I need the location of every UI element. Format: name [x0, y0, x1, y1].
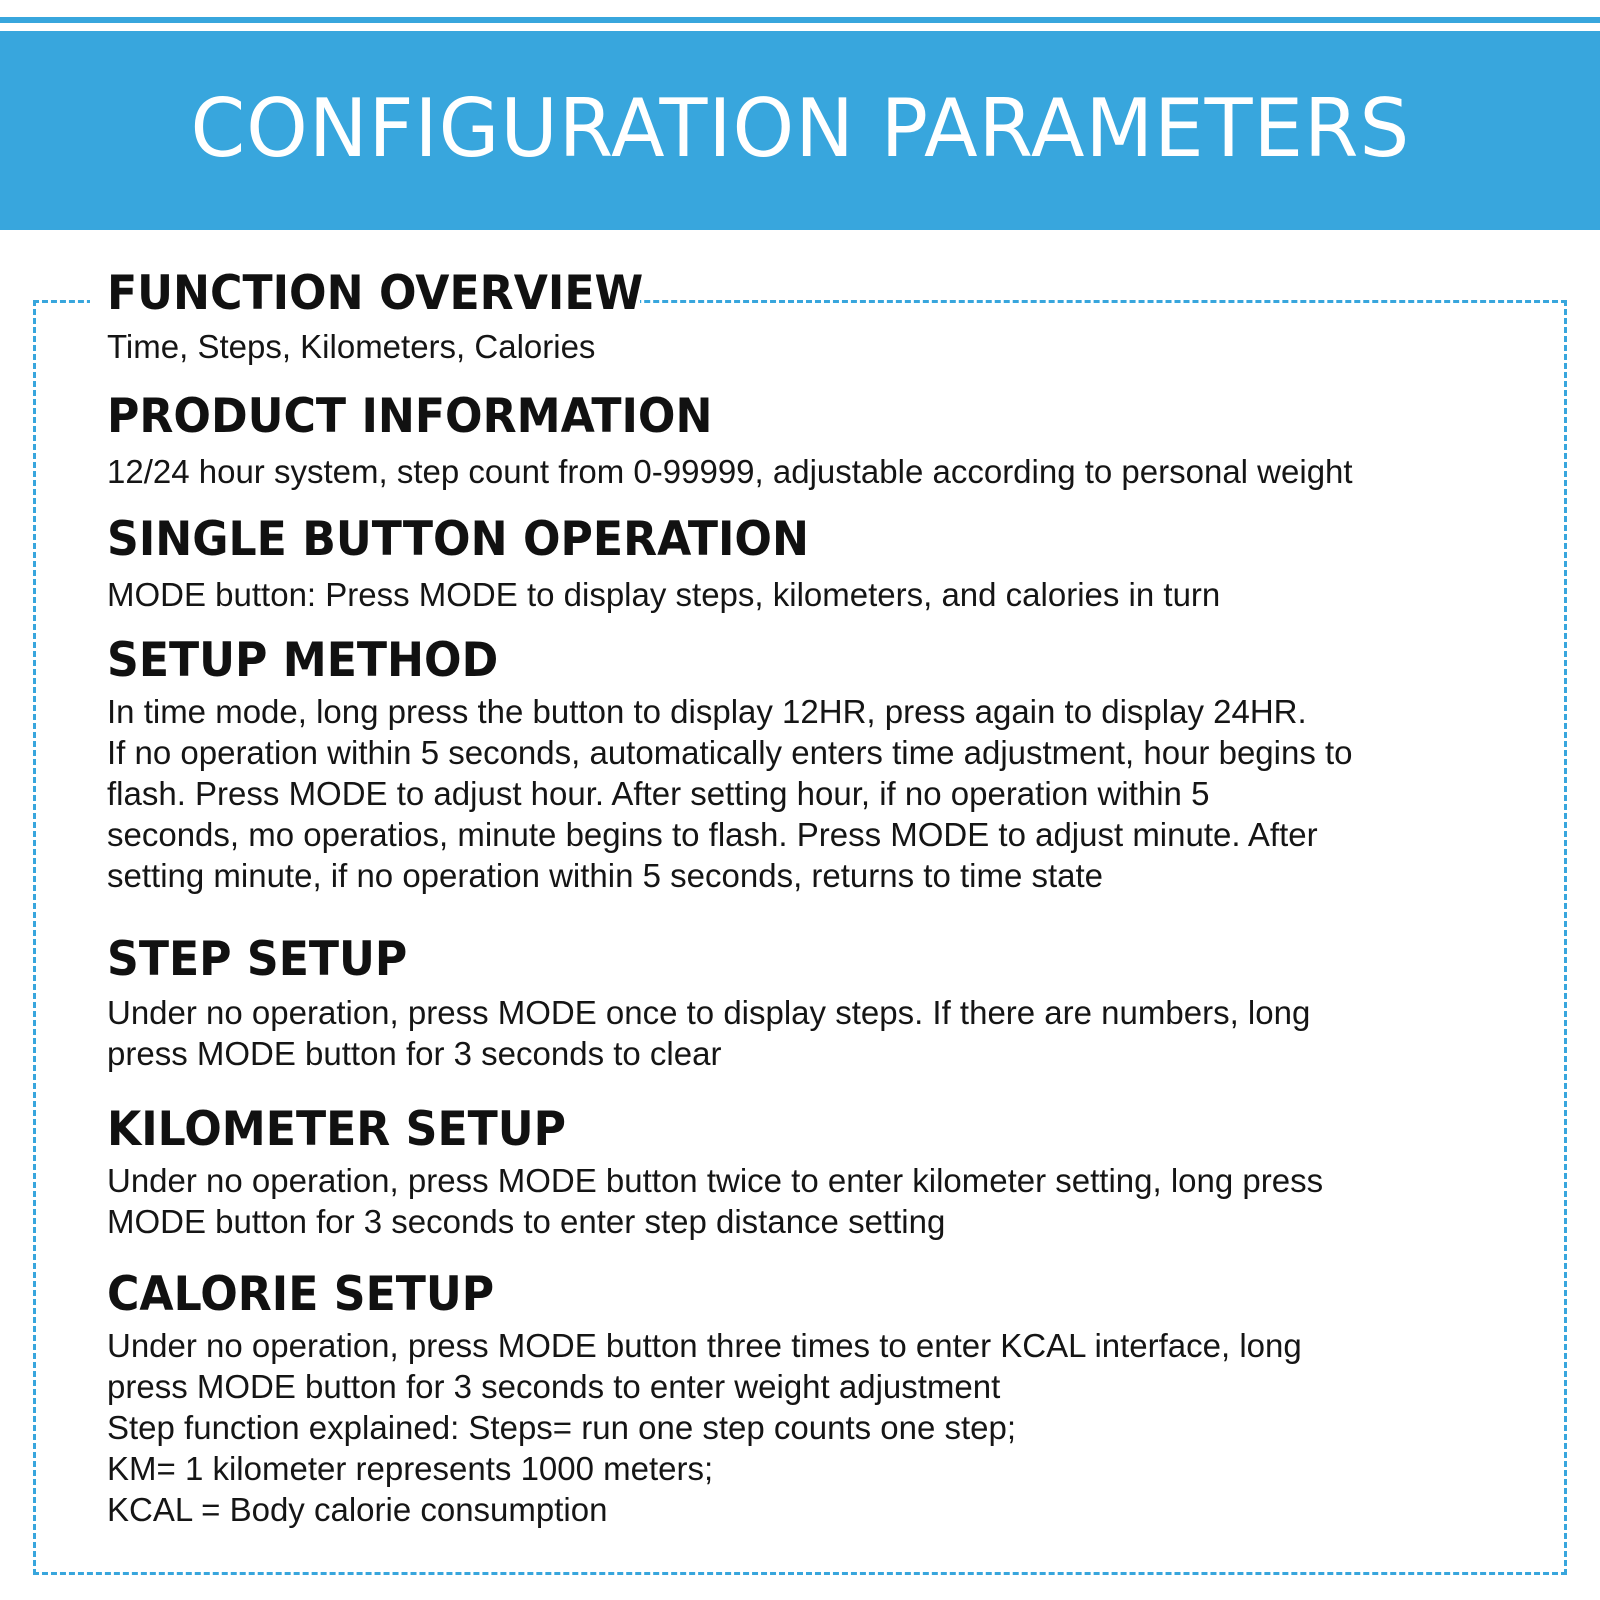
- section-setup-method: [107, 633, 1547, 896]
- body-line: KCAL = Body calorie consumption: [107, 1491, 608, 1528]
- section-body: [107, 1325, 1547, 1530]
- body-line: If no operation within 5 seconds, automatically enters time adjustment, hour begins to: [107, 734, 1353, 771]
- body-line: In time mode, long press the button to display 12HR, press again to display 24HR.: [107, 693, 1307, 730]
- section-title: STEP SETUP: [107, 932, 408, 987]
- section-single-button-operation: [107, 512, 1547, 615]
- body-line: Time, Steps, Kilometers, Calories: [107, 328, 596, 365]
- section-title: SINGLE BUTTON OPERATION: [107, 512, 809, 567]
- section-body: [107, 1160, 1547, 1242]
- body-line: MODE button: Press MODE to display steps, kilometers, and calories in turn: [107, 576, 1221, 613]
- section-product-information: [107, 389, 1547, 492]
- body-line: seconds, mo operatios, minute begins to flash. Press MODE to adjust minute. After: [107, 816, 1318, 853]
- page-title: CONFIGURATION PARAMETERS: [190, 82, 1410, 175]
- section-step-setup: [107, 932, 1547, 1074]
- body-line: MODE button for 3 seconds to enter step distance setting: [107, 1203, 946, 1240]
- section-body: [107, 691, 1547, 896]
- section-title: FUNCTION OVERVIEW: [107, 266, 644, 321]
- body-line: press MODE button for 3 seconds to clear: [107, 1035, 722, 1072]
- body-line: Under no operation, press MODE button twice to enter kilometer setting, long press: [107, 1162, 1324, 1199]
- body-line: 12/24 hour system, step count from 0-99999, adjustable according to personal weight: [107, 453, 1353, 490]
- top-rule: [0, 17, 1600, 23]
- content: [107, 266, 1547, 1530]
- section-body: [107, 992, 1547, 1074]
- section-title: SETUP METHOD: [107, 633, 499, 688]
- body-line: press MODE button for 3 seconds to enter weight adjustment: [107, 1368, 1001, 1405]
- body-line: Step function explained: Steps= run one step counts one step;: [107, 1409, 1017, 1446]
- header-banner: [0, 31, 1600, 230]
- body-line: KM= 1 kilometer represents 1000 meters;: [107, 1450, 714, 1487]
- body-line: flash. Press MODE to adjust hour. After setting hour, if no operation within 5: [107, 775, 1210, 812]
- section-body: [107, 574, 1547, 615]
- section-function-overview: [107, 266, 1547, 367]
- section-kilometer-setup: [107, 1102, 1547, 1242]
- section-calorie-setup: [107, 1267, 1547, 1530]
- body-line: setting minute, if no operation within 5 seconds, returns to time state: [107, 857, 1104, 894]
- section-title: KILOMETER SETUP: [107, 1102, 567, 1157]
- section-body: [107, 326, 1547, 367]
- section-title: PRODUCT INFORMATION: [107, 389, 713, 444]
- body-line: Under no operation, press MODE button three times to enter KCAL interface, long: [107, 1327, 1302, 1364]
- section-title: CALORIE SETUP: [107, 1267, 495, 1322]
- section-body: [107, 451, 1547, 492]
- body-line: Under no operation, press MODE once to display steps. If there are numbers, long: [107, 994, 1311, 1031]
